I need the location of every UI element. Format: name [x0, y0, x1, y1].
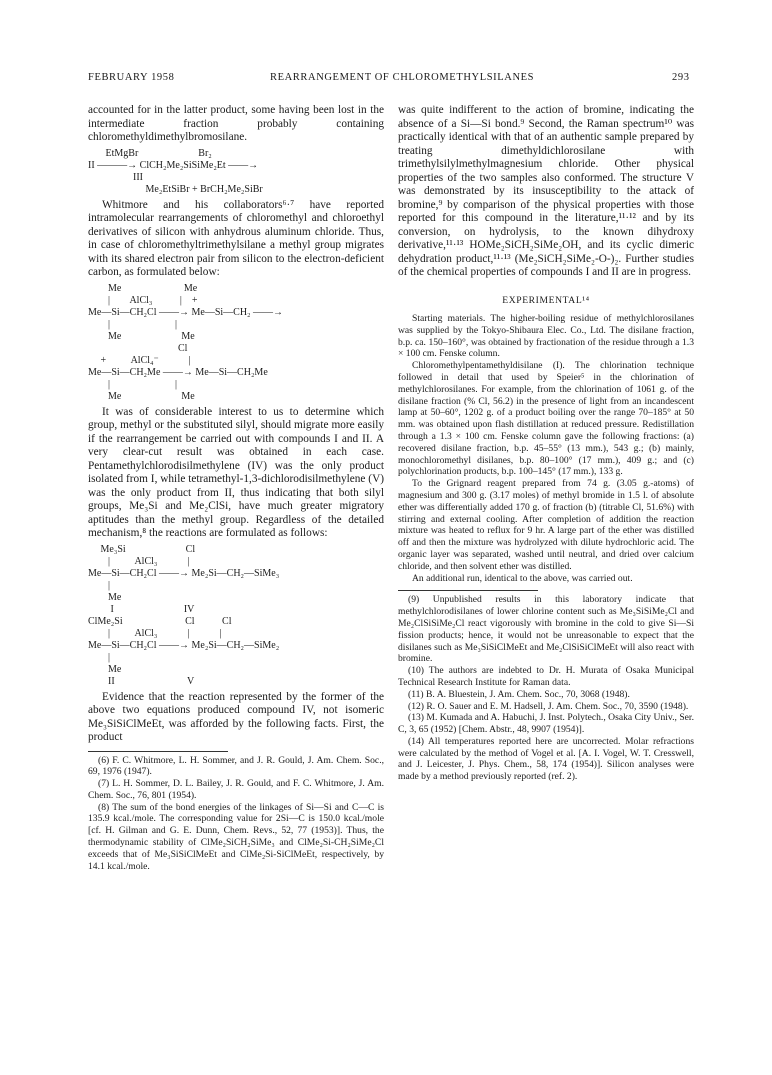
footnote: (7) L. H. Sommer, D. L. Bailey, J. R. Gould, and F. C. Whitmore, J. Am. Chem. Soc., 76, 801 (1954). [88, 778, 384, 801]
equation-silyl-migration [88, 544, 384, 688]
equation-line: Cl [88, 342, 188, 354]
running-header-title: REARRANGEMENT OF CHLOROMETHYLSILANES [270, 72, 535, 83]
equation-line: | AlCl₃ | + [88, 294, 198, 306]
footnote: (10) The authors are indebted to Dr. H. Murata of Osaka Municipal Technical Research Institute for Raman data. [398, 665, 694, 688]
paragraph: Evidence that the reaction represented by the former of the above two equations produced compound IV, not isomeric Me₃SiSiClMeEt, was afforded by the following facts. First, the product [88, 690, 384, 743]
page-number: 293 [672, 72, 690, 83]
equation-line: Me Me [88, 390, 195, 402]
equation-line: III [88, 171, 143, 183]
equation-line: Me [88, 591, 122, 603]
equation-line: Me—Si—CH₂Me ——→ Me—Si—CH₂Me [88, 366, 268, 378]
footnote: (8) The sum of the bond energies of the linkages of Si—Si and C—C is 135.9 kcal./mole. The corresponding value for 2Si—C is 150.0 kcal./mole [cf. H. Gilman and G. E. Dunn, Chem. Revs., 52, 77 (1953)]. Thus, the thermodynamic stability of ClMe₂SiCH₂SiMe₃ and ClMe₂Si-CH₂SiMe₂Cl exceeds that of Me₃SiSiClMeEt and ClMe₂Si-SiClMeEt, respectively, by 14.1 kcal./mole. [88, 801, 384, 872]
equation-line: | [88, 579, 111, 591]
right-column [398, 104, 694, 783]
footnote: (6) F. C. Whitmore, L. H. Sommer, and J. R. Gould, J. Am. Chem. Soc., 69, 1976 (1947). [88, 754, 384, 778]
section-heading: EXPERIMENTAL¹⁴ [502, 294, 590, 306]
equation-line: | AlCl₃ | | [88, 627, 222, 639]
equation-line: II V [88, 675, 195, 687]
footnote: (12) R. O. Sauer and E. M. Hadsell, J. Am. Chem. Soc., 70, 3590 (1948). [408, 700, 689, 712]
experimental-paragraph: Starting materials. The higher-boiling residue of methylchlorosilanes was supplied by the Tokyo-Shibaura Elec. Co., Ltd. The disilane fraction, b.p. ca. 150–160°, was obtained by fractionation of the residue through a 1.3 × 100 cm. Fenske column. [398, 313, 694, 360]
paragraph: was quite indifferent to the action of bromine, indicating the absence of a Si—Si bond.⁹ Second, the Raman spectrum¹⁰ was practically identical with that of an authentic sample prepared by treating dimethyldichlorosilane with trimethylsilylmethylmagnesium chloride. Other physical properties of the two samples also conformed. The structure V was demonstrated by its insusceptibility to the attack of bromine,⁹ by comparison of the physical properties with those reported for this compound in the literature,¹¹·¹² and by its conversion, on hydrolysis, to the known dihydroxy derivative,¹¹·¹³ HOMe₂SiCH₂SiMe₂OH, and its cyclic dimeric dehydration product,¹¹·¹³ (Me₂SiCH₂SiMe₂-O-)₂. Further studies of the chemical properties of compounds I and II are in progress. [398, 104, 694, 278]
equation-line: | | [88, 378, 178, 390]
equation-line: Me [88, 663, 122, 675]
footnote: (9) Unpublished results in this laboratory indicate that methylchlorodisilanes of lower chlorine content such as Me₃SiSiMe₂Cl and Me₂ClSiSiMe₂Cl react vigorously with bromine in the cold to give Si—Si fission products; hence, it would not be unreasonable to expect that the disilanes such as Me₃SiSiClMeEt and Me₂ClSiSiClMeEt will also react with bromine. [398, 594, 694, 665]
equation-line: ClMe₂Si Cl Cl [88, 615, 232, 627]
equation-line: Me—Si—CH₂Cl ——→ Me₂Si—CH₂—SiMe₃ [88, 567, 280, 579]
equation-line: Me₃Si Cl [88, 543, 196, 555]
equation-line: | [88, 651, 111, 663]
experimental-paragraph: To the Grignard reagent prepared from 74 g. (3.05 g.-atoms) of magnesium and 300 g. (3.17 moles) of methyl bromide in 1.5 l. of absolute ether was differentially added 170 g. of fraction (b) (titrable Cl, 51.6%) with stirring and external cooling. After completion of addition the reaction mixture was heated to reflux for 9 hr. A large part of the ether was distilled off and then the mixture was hydrolyzed with dilute hydrochloric acid. The organic layer was separated, washed until neutral, and dried over calcium chloride, and then solvent ether was distilled. [398, 478, 694, 572]
paragraph: Whitmore and his collaborators⁶·⁷ have reported intramolecular rearrangements of chloromethyl and chloroethyl derivatives of silicon with anhydrous aluminum chloride. Thus, in case of chloromethyltrimethylsilane a methyl group migrates with its shared electron pair from silicon to the electron-deficient carbon, as formulated below: [88, 198, 384, 278]
footnote-rule [398, 590, 538, 591]
experimental-paragraph: Chloromethylpentamethyldisilane (I). The chlorination technique followed in detail that used by Speier⁵ in the chlorination of methylchlorosilanes. For example, from the chlorination of 1061 g. of the disilane fraction (% Cl, 56.2) in the presence of light from an incandescent lamp at 50–60°, 1202 g. of a product boiling over the range 70–185° at 50 mm. was obtained upon flash distillation at reduced pressure. Redistillation through a 1.3 × 100 cm. Fenske column gave the following fractions: (a) recovered disilane fraction, b.p. 45–55° (13 mm.), 543 g.; (b) mainly, monochloromethyl disilanes, b.p. 80–100° (17 mm.), 409 g.; and (c) polychlorination products, b.p. 100–145° (17 mm.), 133 g. [398, 360, 694, 478]
equation-bromination [88, 148, 384, 196]
equation-line: | AlCl₃ | [88, 555, 190, 567]
equation-rearrangement [88, 283, 384, 403]
footnote: (13) M. Kumada and A. Habuchi, J. Inst. Polytech., Osaka City Univ., Ser. C, 3, 65 (1952) [Chem. Abstr., 48, 9907 (1954)]. [398, 712, 694, 736]
equation-line: Me₂EtSiBr + BrCH₂Me₂SiBr [88, 183, 263, 195]
equation-line: Me Me [88, 282, 198, 294]
equation-line: | | [88, 318, 178, 330]
footnote: (11) B. A. Bluestein, J. Am. Chem. Soc., 70, 3068 (1948). [408, 688, 630, 700]
equation-line: Me—Si—CH₂Cl ——→ Me₂Si—CH₂—SiMe₂ [88, 639, 280, 651]
footnote-rule [88, 751, 228, 752]
equation-line: + AlCl₄⁻ | [88, 354, 191, 366]
equation-line: Me Me [88, 330, 195, 342]
equation-line: I IV [88, 603, 195, 615]
equation-line: EtMgBr Br₂ [88, 147, 212, 159]
left-column [88, 104, 384, 872]
paragraph: accounted for in the latter product, some having been lost in the intermediate fraction probably containing chloromethyldimethylbromosilane. [88, 104, 384, 143]
equation-line: Me—Si—CH₂Cl ——→ Me—Si—CH₂ ——→ [88, 306, 284, 318]
running-header-date: FEBRUARY 1958 [88, 72, 175, 83]
footnote: (14) All temperatures reported here are uncorrected. Molar refractions were calculated by the method of Vogel et al. [A. I. Vogel, W. T. Cresswell, and J. Leicester, J. Phys. Chem., 58, 174 (1954)]. Silicon analyses were made by a method previously reported (ref. 2). [398, 735, 694, 783]
equation-line: II ———→ ClCH₂Me₂SiSiMe₂Et ——→ [88, 159, 259, 171]
paragraph: It was of considerable interest to us to determine which group, methyl or the substituted silyl, should migrate more easily if the rearrangement be carried out with compounds I and II. A very clear-cut result was obtained in each case. Pentamethylchlorodisilmethylene (IV) was the only product isolated from I, while tetramethyl-1,3-dichlorodisilmethylene (V) was the only product from II, thus indicating that both silyl groups, Me₃Si and Me₂ClSi, have much greater migratory aptitudes than the methyl group. Regardless of the detailed mechanism,⁸ the reactions are formulated as follows: [88, 405, 384, 539]
experimental-paragraph: An additional run, identical to the above, was carried out. [412, 572, 633, 584]
